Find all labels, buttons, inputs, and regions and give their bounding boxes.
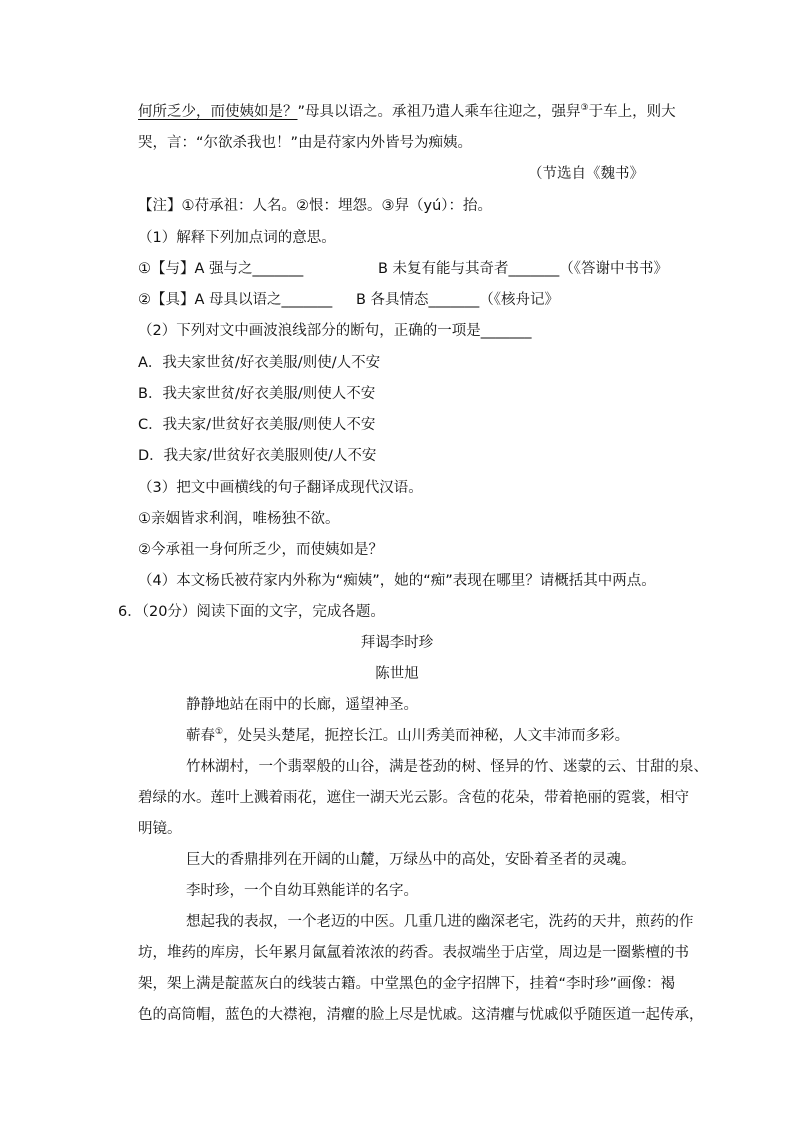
paragraph-1: 静静地站在雨中的长廊，遥望神圣。 xyxy=(186,697,418,713)
paragraph-6-line-1: 想起我的表叔，一个老迈的中医。几重几进的幽深老宅，洗药的天井，煎药的作 xyxy=(186,914,694,930)
question-3-prompt: （3）把文中画横线的句子翻译成现代汉语。 xyxy=(138,480,423,496)
question-1-row-2a: ②【具】A 母具以语之_______ xyxy=(138,292,333,308)
question-1-row-1b: B 未复有能与其奇者_______（《答谢中书书》 xyxy=(378,261,669,277)
source-citation: （节选自《魏书》 xyxy=(528,166,644,182)
option-c: C．我夫家/世贫好衣美服/则使人不安 xyxy=(138,417,376,433)
footnote-marker-1: ① xyxy=(215,727,224,738)
question-1-row-1a: ①【与】A 强与之_______ xyxy=(138,261,304,277)
paragraph-3-line-1: 竹林湖村，一个翡翠般的山谷，满是苍劲的树、怪异的竹、迷蒙的云、甘甜的泉、 xyxy=(186,759,708,775)
paragraph-3-line-2: 碧绿的水。莲叶上溅着雨花，遮住一湖天光云影。含苞的花朵，带着艳丽的霓裳，相守 xyxy=(138,790,689,806)
paragraph-6-line-2: 坊，堆药的库房，长年累月氤氲着浓浓的药香。表叔端坐于店堂，周边是一圈紫檀的书 xyxy=(138,945,689,961)
paragraph-6-line-4: 色的高筒帽，蓝色的大襟袍，清癯的脸上尽是忧戚。这清癯与忧戚似乎随医道一起传承， xyxy=(138,1007,704,1023)
paragraph-4: 巨大的香鼎排列在开阔的山麓，万绿丛中的高处，安卧着圣者的灵魂。 xyxy=(186,852,636,868)
question-2-prompt: （2）下列对文中画波浪线部分的断句，正确的一项是_______ xyxy=(138,323,532,339)
underlined-sentence: 何所乏少，而使姨如是？ xyxy=(138,104,298,120)
paragraph-6-line-3: 架，架上满是靛蓝灰白的线装古籍。中堂黑色的金字招牌下，挂着“李时珍”画像：褐 xyxy=(138,976,676,992)
option-d: D．我夫家/世贫好衣美服则使/人不安 xyxy=(138,448,377,464)
option-a: A．我夫家世贫/好衣美服/则使/人不安 xyxy=(138,355,381,371)
passage-line-1: 何所乏少，而使姨如是？”母具以语之。承祖乃遣人乘车往迎之，强舁③于车上，则大 xyxy=(138,103,676,120)
footnote-marker-3: ③ xyxy=(580,103,589,114)
passage-line-2: 哭，言：“尔欲杀我也！”由是苻家内外皆号为痴姨。 xyxy=(138,135,473,151)
question-3-sentence-1: ①亲姻皆求利润，唯杨独不欲。 xyxy=(138,511,340,527)
paragraph-2: 蕲春①，处吴头楚尾，扼控长江。山川秀美而神秘，人文丰沛而多彩。 xyxy=(186,727,630,744)
question-3-sentence-2: ②今承祖一身何所乏少，而使姨如是？ xyxy=(138,542,383,558)
question-4: （4）本文杨氏被苻家内外称为“痴姨”，她的“痴”表现在哪里？请概括其中两点。 xyxy=(138,573,656,589)
article-author: 陈世旭 xyxy=(375,666,419,682)
question-6-heading: 6．（20分）阅读下面的文字，完成各题。 xyxy=(118,604,385,620)
question-1-prompt: （1）解释下列加点词的意思。 xyxy=(138,230,336,246)
option-b: B．我夫家世贫/好衣美服/则使人不安 xyxy=(138,386,376,402)
question-1-row-2b: B 各具情态_______（《核舟记》 xyxy=(356,292,560,308)
paragraph-3-line-3: 明镜。 xyxy=(138,821,182,837)
paragraph-5: 李时珍，一个自幼耳熟能详的名字。 xyxy=(186,883,418,899)
article-title: 拜谒李时珍 xyxy=(360,635,434,651)
annotation-notes: 【注】①苻承祖：人名。②恨：埋怨。③舁（yú）：抬。 xyxy=(138,198,493,214)
